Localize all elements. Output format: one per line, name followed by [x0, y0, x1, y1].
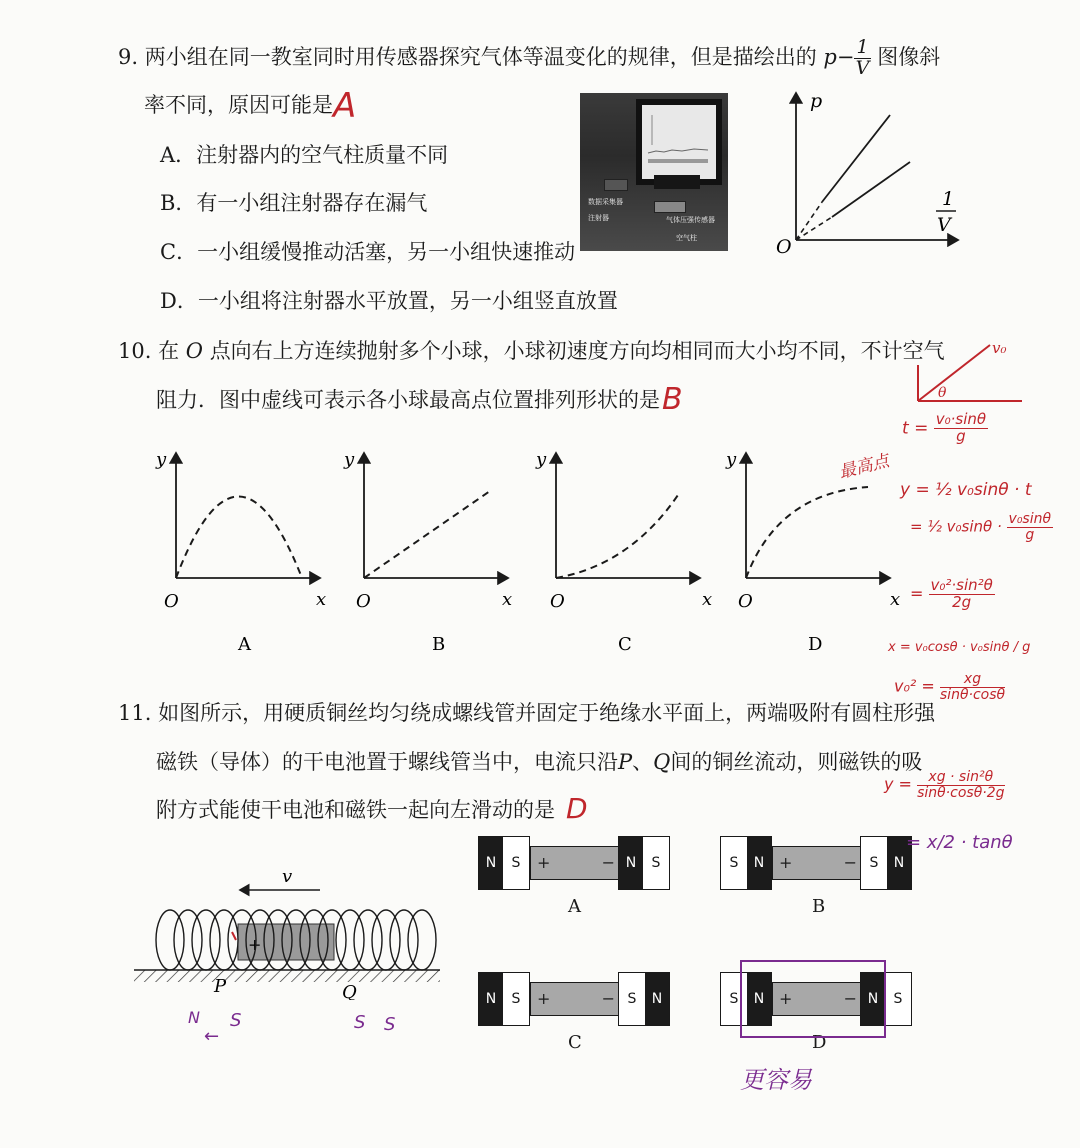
- q9-line2: [832, 162, 910, 217]
- note-v2-num: xg: [940, 672, 1005, 688]
- q10-stem-o: O: [185, 339, 203, 363]
- velocity-sketch: [910, 335, 1030, 415]
- q11-d-selection-box: [740, 960, 886, 1038]
- note-t-den: g: [956, 426, 966, 445]
- q10-d-y: y: [726, 449, 737, 470]
- purple-note-s-q: S: [354, 1012, 366, 1033]
- q11-coil-v: v: [282, 866, 293, 887]
- q9-number: 9.: [118, 44, 139, 69]
- q11-c-left-pole2: S: [503, 973, 529, 1025]
- note-y1: y = ½ v₀sinθ · t: [900, 480, 1032, 500]
- q10-b-letter: B: [432, 634, 446, 655]
- q10-a-o: O: [164, 591, 179, 612]
- note-y3-den: 2g: [952, 592, 972, 611]
- q11-b-plus: +: [779, 853, 793, 872]
- q10-a-letter: A: [238, 634, 251, 655]
- q9-stem-end: 图像斜: [877, 44, 941, 69]
- q10-c-y: y: [536, 449, 547, 470]
- q10-graphs: [150, 445, 910, 655]
- q11-d-minus: −: [843, 989, 857, 1008]
- photo-label-collector: 数据采集器: [588, 198, 623, 206]
- q11-coil-diagram: [130, 860, 450, 1000]
- q9-option-d: D．一小组将注射器水平放置，另一小组竖直放置: [160, 289, 618, 313]
- q10-b-o: O: [356, 591, 371, 612]
- q10-graph-d: [725, 449, 900, 655]
- q11-stem-text: 如图所示，用硬质铜丝均匀绕成螺线管并固定于绝缘水平面上，两端吸附有圆柱形强: [158, 701, 936, 725]
- q10-d-letter: D: [808, 634, 823, 655]
- q11-b-letter: B: [812, 896, 826, 917]
- q10-stem-a: 在: [158, 339, 180, 363]
- q11-coil-p: P: [214, 976, 227, 997]
- q10-curve-c: [556, 495, 678, 578]
- q9-answer-handwritten: A: [333, 86, 357, 126]
- q11-c-right-pole1: S: [619, 973, 645, 1025]
- q10-c-letter: C: [618, 634, 632, 655]
- q11-b-left-pole2: N: [747, 837, 771, 889]
- q11-c-battery: [530, 982, 620, 1016]
- q9-frac-den: V: [855, 56, 870, 79]
- q11-d-letter: D: [812, 1032, 827, 1053]
- q11-line2-sep: 、: [632, 750, 654, 774]
- purple-note-n: N: [188, 1008, 200, 1027]
- q11-b-minus: −: [843, 853, 857, 872]
- q11-c-left-pole1: N: [479, 973, 503, 1025]
- q9-line2-dashed: [796, 217, 832, 240]
- q10-c-x: x: [702, 589, 713, 610]
- note-y3: [910, 578, 995, 611]
- q11-b-right-pole1: S: [861, 837, 887, 889]
- q10-stem-b: 点向右上方连续抛射多个小球，小球初速度方向均相同而大小均不同，不计空气: [209, 339, 945, 363]
- note-y4-num: xg · sin²θ: [917, 770, 1004, 786]
- monitor-icon: [636, 99, 722, 185]
- purple-left-arrow-icon: ←: [204, 1026, 220, 1047]
- q10-graph-b: [343, 449, 512, 655]
- note-y4-lhs: y =: [884, 774, 912, 794]
- q10-number: 10.: [118, 339, 152, 363]
- q11-c-minus: −: [601, 989, 615, 1008]
- q11-c-right-pole2: N: [645, 973, 669, 1025]
- note-y2-pre: = ½ v₀sinθ ·: [910, 517, 1002, 536]
- note-v2-lhs: v₀² =: [894, 676, 935, 696]
- q10-graph-a: [155, 449, 326, 655]
- sketch-theta: θ: [938, 385, 947, 401]
- q11-d-left-pole1: S: [721, 973, 747, 1025]
- q9-option-a: A．注射器内的空气柱质量不同: [160, 143, 449, 167]
- q9-line2: 率不同，原因可能是: [144, 93, 333, 117]
- q10-curve-a: [176, 497, 302, 579]
- q11-stem: [118, 703, 935, 724]
- q9-apparatus-photo: [580, 93, 728, 251]
- monitor-screen-graph: [642, 105, 716, 179]
- note-y4-den: sinθ·cosθ·2g: [917, 784, 1005, 801]
- note-purple-answer: = x/2 · tanθ: [906, 832, 1013, 853]
- q11-a-right-pole2: S: [643, 837, 669, 889]
- q10-a-x: x: [316, 589, 327, 610]
- purple-caption-easier: 更容易: [740, 1066, 812, 1094]
- q11-c-plus: +: [537, 989, 551, 1008]
- photo-label-syringe: 注射器: [588, 214, 609, 222]
- q11-d-right-pole1: N: [861, 973, 885, 1025]
- q11-a-right-pole1: N: [619, 837, 643, 889]
- q9-graph-x-num: 1: [942, 188, 955, 210]
- q11-a-battery: [530, 846, 620, 880]
- q11-d-plus: +: [779, 989, 793, 1008]
- photo-label-air: 空气柱: [676, 234, 697, 242]
- q11-answer-handwritten: D: [566, 792, 588, 825]
- note-v2-den: sinθ·cosθ: [939, 686, 1006, 703]
- q11-b-battery: [772, 846, 862, 880]
- sketch-v0: v₀: [992, 339, 1007, 357]
- q10-answer-handwritten: B: [662, 382, 683, 417]
- note-t: [902, 412, 988, 445]
- q10-d-o: O: [738, 591, 753, 612]
- note-v2: [894, 672, 1005, 702]
- syringe-icon: [654, 201, 686, 213]
- q11-b-left-pole1: S: [721, 837, 747, 889]
- q11-coil-q: Q: [342, 982, 357, 1000]
- q9-line1-dashed: [796, 202, 822, 240]
- note-y3-num: v₀²·sin²θ: [930, 576, 993, 594]
- note-t-num: v₀·sinθ: [935, 410, 987, 428]
- q10-a-y: y: [156, 449, 167, 470]
- q9-option-c: C．一小组缓慢推动活塞，另一小组快速推动: [160, 240, 576, 264]
- q10-line2: 阻力．图中虚线可表示各小球最高点位置排列形状的是: [156, 388, 660, 412]
- q11-number: 11.: [118, 701, 152, 725]
- monitor-stand: [654, 175, 700, 189]
- q10-stem: [118, 341, 945, 362]
- q11-line2-q: Q: [653, 750, 671, 774]
- q11-a-plus: +: [537, 853, 551, 872]
- q10-c-o: O: [550, 591, 565, 612]
- q11-b-right-pole2: N: [887, 837, 911, 889]
- q11-c-letter: C: [568, 1032, 582, 1053]
- q9-expr-minus: −: [836, 44, 855, 69]
- q10-b-x: x: [502, 589, 513, 610]
- sketch-velocity-arrow-icon: [918, 345, 990, 401]
- q10-curve-d: [746, 487, 868, 578]
- q11-a-minus: −: [601, 853, 615, 872]
- q10-b-y: y: [344, 449, 355, 470]
- note-y2: [910, 512, 1053, 542]
- q11-a-left-pole2: S: [503, 837, 529, 889]
- q11-line2b: 间的铜丝流动，则磁铁的吸: [670, 750, 923, 774]
- photo-label-sensor: 气体压强传感器: [666, 216, 715, 224]
- note-y3-pre: =: [910, 583, 924, 603]
- q11-line2-p: P: [618, 750, 633, 774]
- q11-line2: [156, 752, 922, 773]
- q9-graph-y-label: p: [810, 90, 823, 112]
- data-collector-icon: [604, 179, 628, 191]
- note-t-lhs: t =: [902, 418, 929, 439]
- q11-line3: 附方式能使干电池和磁铁一起向左滑动的是: [156, 798, 555, 822]
- red-mark-icon: [232, 932, 236, 940]
- q9-line1: [822, 115, 890, 202]
- q11-d-left-pole2: N: [747, 973, 771, 1025]
- note-x1: x = v₀cosθ · v₀sinθ / g: [888, 640, 1031, 655]
- q9-pv-graph: [770, 85, 970, 260]
- q9-graph-x-den: V: [937, 214, 951, 236]
- purple-note-s-left: S: [230, 1010, 242, 1031]
- note-y2-num: v₀sinθ: [1008, 511, 1052, 527]
- q9-stem-text: 两小组在同一教室同时用传感器探究气体等温变化的规律，但是描绘出的: [144, 44, 817, 69]
- q9-frac-num: 1: [856, 36, 869, 58]
- q9-option-b: B．有一小组注射器存在漏气: [160, 191, 428, 215]
- q10-d-x: x: [890, 589, 901, 610]
- q11-a-left-pole1: N: [479, 837, 503, 889]
- q9-expr-p: p: [823, 44, 837, 69]
- note-highest: 最高点: [836, 451, 892, 483]
- ground-hatch: [134, 970, 440, 982]
- q9-stem: [118, 38, 940, 79]
- q10-graph-c: [535, 449, 712, 655]
- q11-coil-plus: +: [248, 935, 262, 954]
- q9-fraction: [854, 38, 870, 79]
- q11-a-letter: A: [568, 896, 581, 917]
- purple-note-s-q2: S: [384, 1014, 396, 1035]
- q11-d-right-pole2: S: [885, 973, 911, 1025]
- note-y4: [884, 770, 1005, 800]
- q10-curve-b: [364, 491, 490, 578]
- note-y2-den: g: [1025, 526, 1035, 543]
- q11-line2a: 磁铁（导体）的干电池置于螺线管当中，电流只沿: [156, 750, 618, 774]
- q9-graph-origin: O: [776, 236, 792, 258]
